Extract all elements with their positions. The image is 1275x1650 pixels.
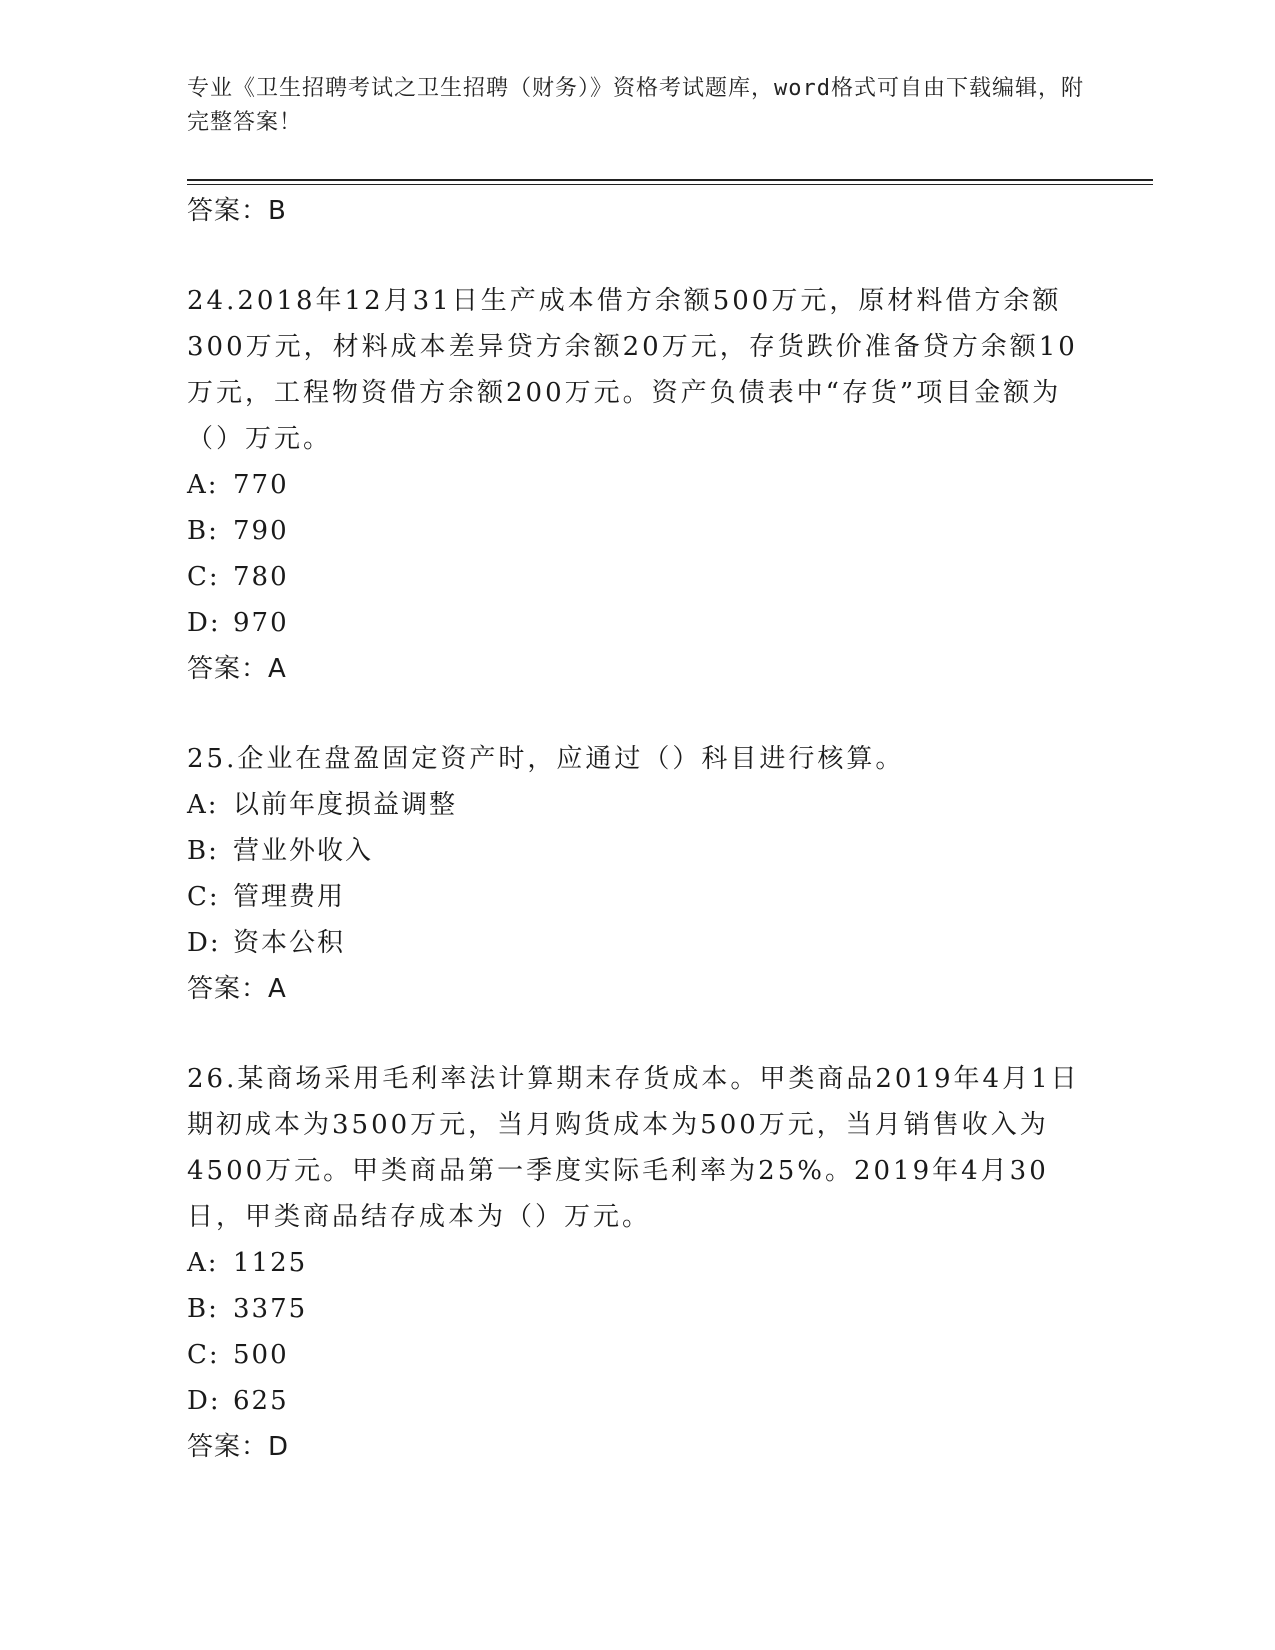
option-text: 790	[233, 516, 289, 546]
option-c	[187, 1332, 1087, 1378]
answer-label: 答案：	[187, 196, 269, 226]
option-text: 780	[233, 562, 289, 592]
question-text: 企业在盘盈固定资产时，应通过（）科目进行核算。	[237, 744, 905, 774]
option-c	[187, 554, 1087, 600]
option-c	[187, 874, 1087, 920]
option-text: 625	[233, 1386, 289, 1416]
question-number: 25.	[187, 744, 238, 774]
option-a	[187, 1240, 1087, 1286]
header-rule-thin	[187, 184, 1153, 185]
answer-line	[187, 966, 1087, 1012]
option-text: 970	[233, 608, 289, 638]
option-label: B:	[187, 516, 219, 546]
option-d	[187, 600, 1087, 646]
answer-label: 答案：	[187, 1432, 269, 1462]
question-stem	[187, 278, 1087, 462]
answer-label: 答案：	[187, 974, 269, 1004]
question-stem	[187, 736, 1087, 782]
option-label: A:	[187, 790, 219, 820]
option-text: 营业外收入	[233, 836, 374, 866]
option-b	[187, 1286, 1087, 1332]
option-label: C:	[187, 1340, 220, 1370]
option-text: 3375	[233, 1294, 308, 1324]
answer-label: 答案：	[187, 654, 269, 684]
question-25	[187, 736, 1087, 1012]
question-26	[187, 1056, 1087, 1470]
option-label: D:	[187, 608, 221, 638]
option-text: 1125	[233, 1248, 308, 1278]
option-label: D:	[187, 928, 221, 958]
option-label: A:	[187, 1248, 219, 1278]
answer-value: D	[268, 1432, 290, 1462]
header-rule-thick	[187, 179, 1153, 181]
option-d	[187, 920, 1087, 966]
option-text: 管理费用	[233, 882, 346, 912]
option-label: D:	[187, 1386, 221, 1416]
option-label: B:	[187, 836, 219, 866]
option-a	[187, 462, 1087, 508]
option-text: 500	[233, 1340, 289, 1370]
option-a	[187, 782, 1087, 828]
question-24	[187, 278, 1087, 692]
option-label: A:	[187, 470, 219, 500]
answer-value: A	[268, 654, 287, 684]
option-b	[187, 828, 1087, 874]
option-text: 770	[233, 470, 289, 500]
question-content	[187, 188, 1087, 1470]
question-text: 某商场采用毛利率法计算期末存货成本。甲类商品2019年4月1日期初成本为3500万元，当月购货成本为500万元，当月销售收入为4500万元。甲类商品第一季度实际毛利率为25%。2019年4月30日，甲类商品结存成本为（）万元。	[187, 1064, 1080, 1232]
question-number: 24.	[187, 286, 238, 316]
option-label: C:	[187, 882, 220, 912]
option-text: 以前年度损益调整	[233, 790, 458, 820]
answer-line	[187, 646, 1087, 692]
answer-line	[187, 1424, 1087, 1470]
question-stem	[187, 1056, 1087, 1240]
option-b	[187, 508, 1087, 554]
answer-value: B	[268, 196, 287, 226]
option-d	[187, 1378, 1087, 1424]
option-label: B:	[187, 1294, 219, 1324]
option-label: C:	[187, 562, 220, 592]
question-number: 26.	[187, 1064, 238, 1094]
answer-value: A	[268, 974, 287, 1004]
answer-line	[187, 188, 1087, 234]
question-text: 2018年12月31日生产成本借方余额500万元，原材料借方余额300万元，材料成本差异贷方余额20万元，存货跌价准备贷方余额10万元，工程物资借方余额200万元。资产负债表中“存货”项目金额为（）万元。	[187, 286, 1078, 454]
option-text: 资本公积	[233, 928, 346, 958]
document-header: 专业《卫生招聘考试之卫生招聘（财务）》资格考试题库，word格式可自由下载编辑，附完整答案！	[187, 76, 1084, 135]
